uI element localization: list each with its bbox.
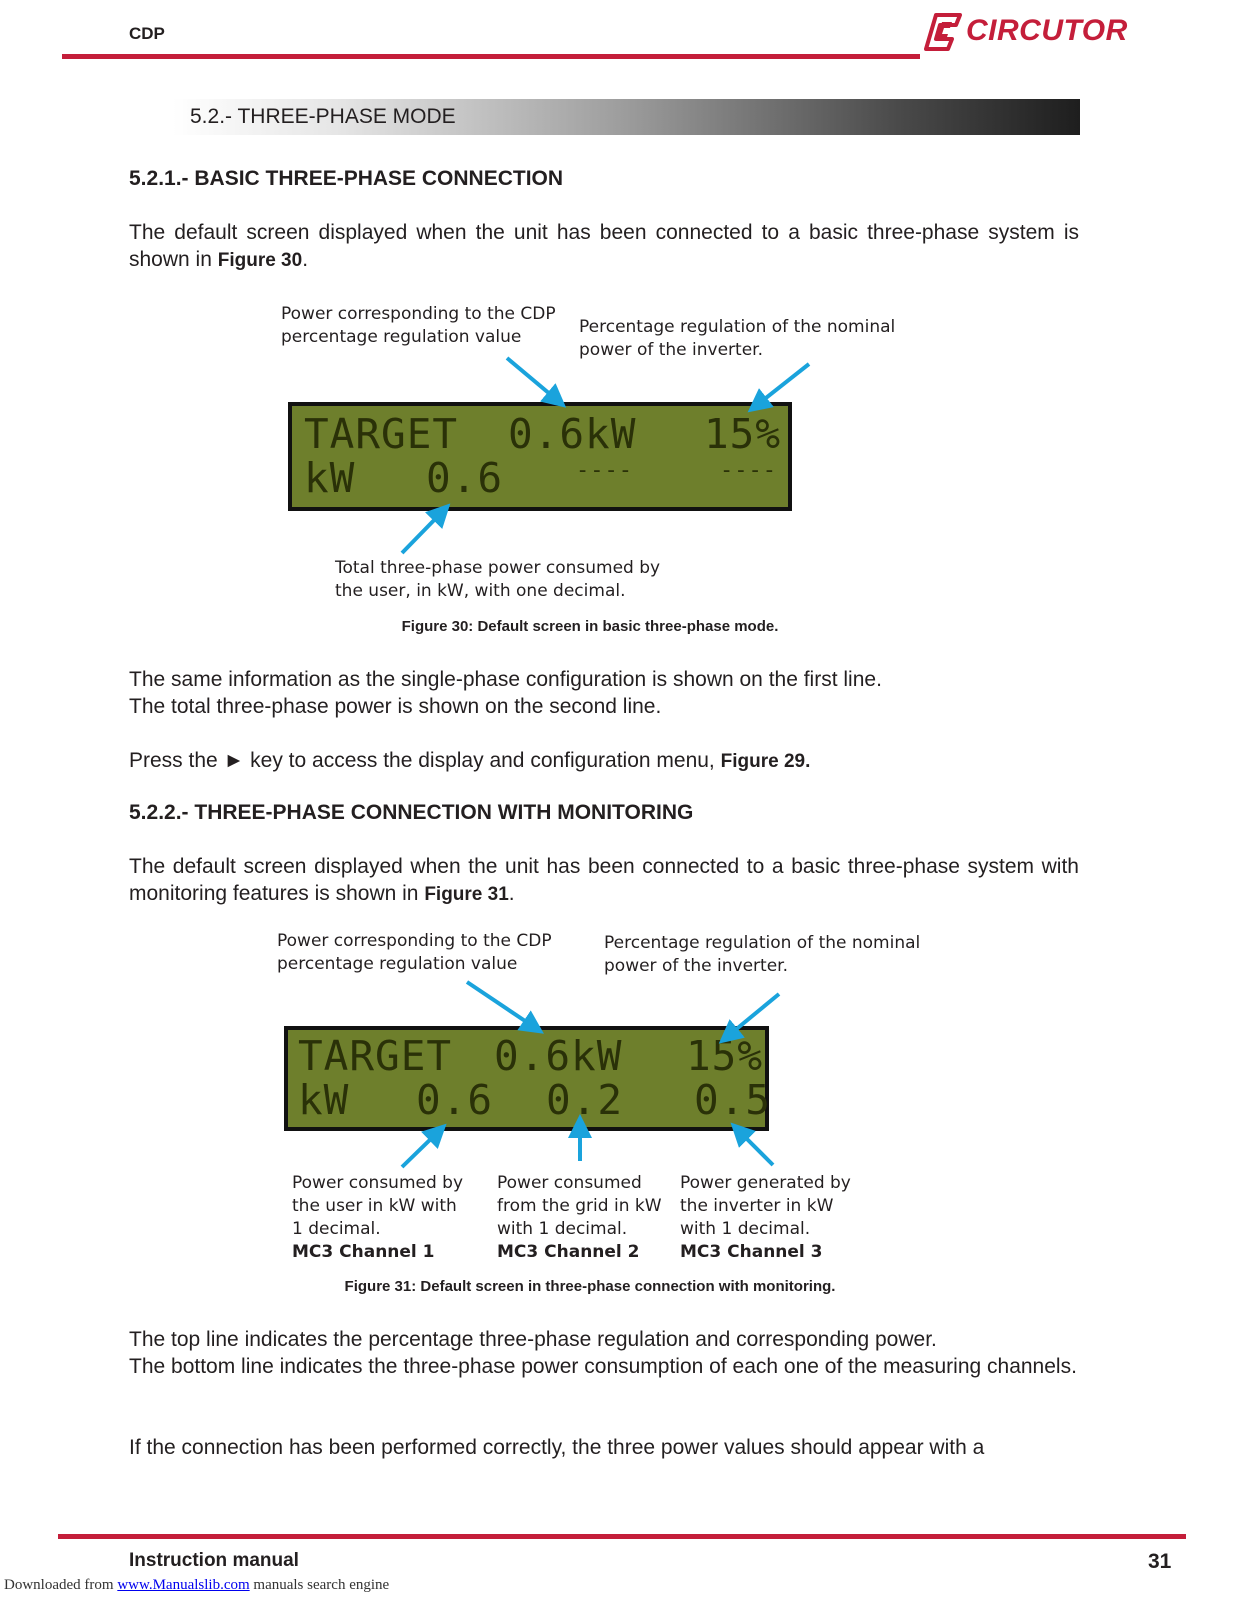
circutor-logo-icon — [922, 12, 964, 52]
fig30-label-power: Power corresponding to the CDP percentage regulation value — [281, 304, 556, 347]
figure-31-ref: Figure 31 — [424, 884, 509, 905]
fig31-label-percentage: Percentage regulation of the nominal power of the inverter. — [604, 933, 921, 976]
fig30-label-percentage: Percentage regulation of the nominal power of the inverter. — [579, 317, 896, 360]
fig31-label-channel-1: Power consumed by the user in kW with 1 decimal. MC3 Channel 1 — [292, 1173, 464, 1262]
fig30-lcd-kw-value: 0.6 — [426, 454, 504, 502]
para-press-key: Press the ► key to access the display and configuration menu, Figure 29. — [129, 749, 811, 772]
fig31-lcd-percentage: 15% — [686, 1032, 764, 1080]
brand-name: CIRCUTOR — [966, 14, 1128, 47]
para-same-info: The same information as the single-phase configuration is shown on the first line. The total three-phase power is shown on the second line. — [129, 668, 882, 718]
fig30-lcd-dash-1: ---- — [576, 458, 633, 483]
figure-30-ref: Figure 30 — [217, 250, 303, 271]
fig31-label-power: Power corresponding to the CDP percentage regulation value — [277, 931, 552, 974]
para-connection: If the connection has been performed correctly, the three power values should appear with a — [129, 1436, 985, 1459]
fig31-lcd-channel-2: 0.2 — [546, 1076, 624, 1124]
fig31-lcd-target: TARGET — [298, 1032, 453, 1080]
header-rule — [62, 54, 920, 59]
brand-logo — [922, 12, 1132, 52]
fig30-lcd-target: TARGET — [304, 410, 459, 458]
fig30-lcd-percentage: 15% — [704, 410, 782, 458]
heading-5-2-1: 5.2.1.- BASIC THREE-PHASE CONNECTION — [129, 167, 564, 190]
fig31-lcd-channel-1: 0.6 — [416, 1076, 494, 1124]
figure-31-caption: Figure 31: Default screen in three-phase connection with monitoring. — [344, 1278, 836, 1295]
fig31-arrow-channel-3 — [739, 1131, 773, 1165]
fig30-lcd-display — [288, 402, 792, 511]
footer-rule — [58, 1534, 1186, 1539]
fig30-arrow-total — [402, 512, 442, 553]
fig31-lcd-display — [284, 1026, 772, 1131]
fig30-arrow-percentage — [757, 364, 809, 405]
section-title: 5.2.- THREE-PHASE MODE — [190, 105, 456, 128]
heading-5-2-2: 5.2.2.- THREE-PHASE CONNECTION WITH MONITORING — [129, 801, 694, 824]
fig30-arrow-power — [507, 358, 557, 400]
fig31-lcd-target-power: 0.6kW — [494, 1032, 623, 1080]
section-title-bar — [172, 99, 1080, 135]
intro-5-2-2: The default screen displayed when the unit has been connected to a basic three-phase system with monitoring features is shown in Figure 31. — [129, 855, 1079, 905]
header-product: CDP — [129, 24, 165, 43]
page-number: 31 — [1148, 1550, 1172, 1573]
fig31-arrow-power — [467, 982, 534, 1027]
fig30-lcd-dash-2: ---- — [720, 458, 777, 483]
figure-29-ref: Figure 29. — [720, 751, 811, 772]
fig31-lcd-kw-label: kW — [298, 1076, 350, 1124]
fig30-lcd-kw-label: kW — [304, 454, 356, 502]
fig31-label-channel-2: Power consumed from the grid in kW with 1 decimal. MC3 Channel 2 — [497, 1173, 662, 1262]
fig31-lcd-channel-3: 0.5 — [694, 1076, 772, 1124]
fig31-arrow-channel-1 — [402, 1132, 438, 1167]
fig30-lcd-target-power: 0.6kW — [508, 410, 637, 458]
download-notice: Downloaded from www.Manualslib.com manuals search engine — [4, 1577, 390, 1593]
intro-5-2-1: The default screen displayed when the unit has been connected to a basic three-phase system is shown in Figure 30. — [129, 221, 1079, 271]
para-top-line: The top line indicates the percentage three-phase regulation and corresponding power. — [129, 1328, 937, 1351]
para-bottom-line: The bottom line indicates the three-phase power consumption of each one of the measuring channels. — [129, 1355, 1077, 1378]
fig31-label-channel-3: Power generated by the inverter in kW with 1 decimal. MC3 Channel 3 — [680, 1173, 851, 1262]
manualslib-link[interactable]: www.Manualslib.com — [117, 1577, 250, 1593]
figure-30-caption: Figure 30: Default screen in basic three-phase mode. — [401, 618, 779, 635]
fig30-label-total: Total three-phase power consumed by the user, in kW, with one decimal. — [335, 558, 661, 601]
footer-title: Instruction manual — [129, 1550, 299, 1571]
